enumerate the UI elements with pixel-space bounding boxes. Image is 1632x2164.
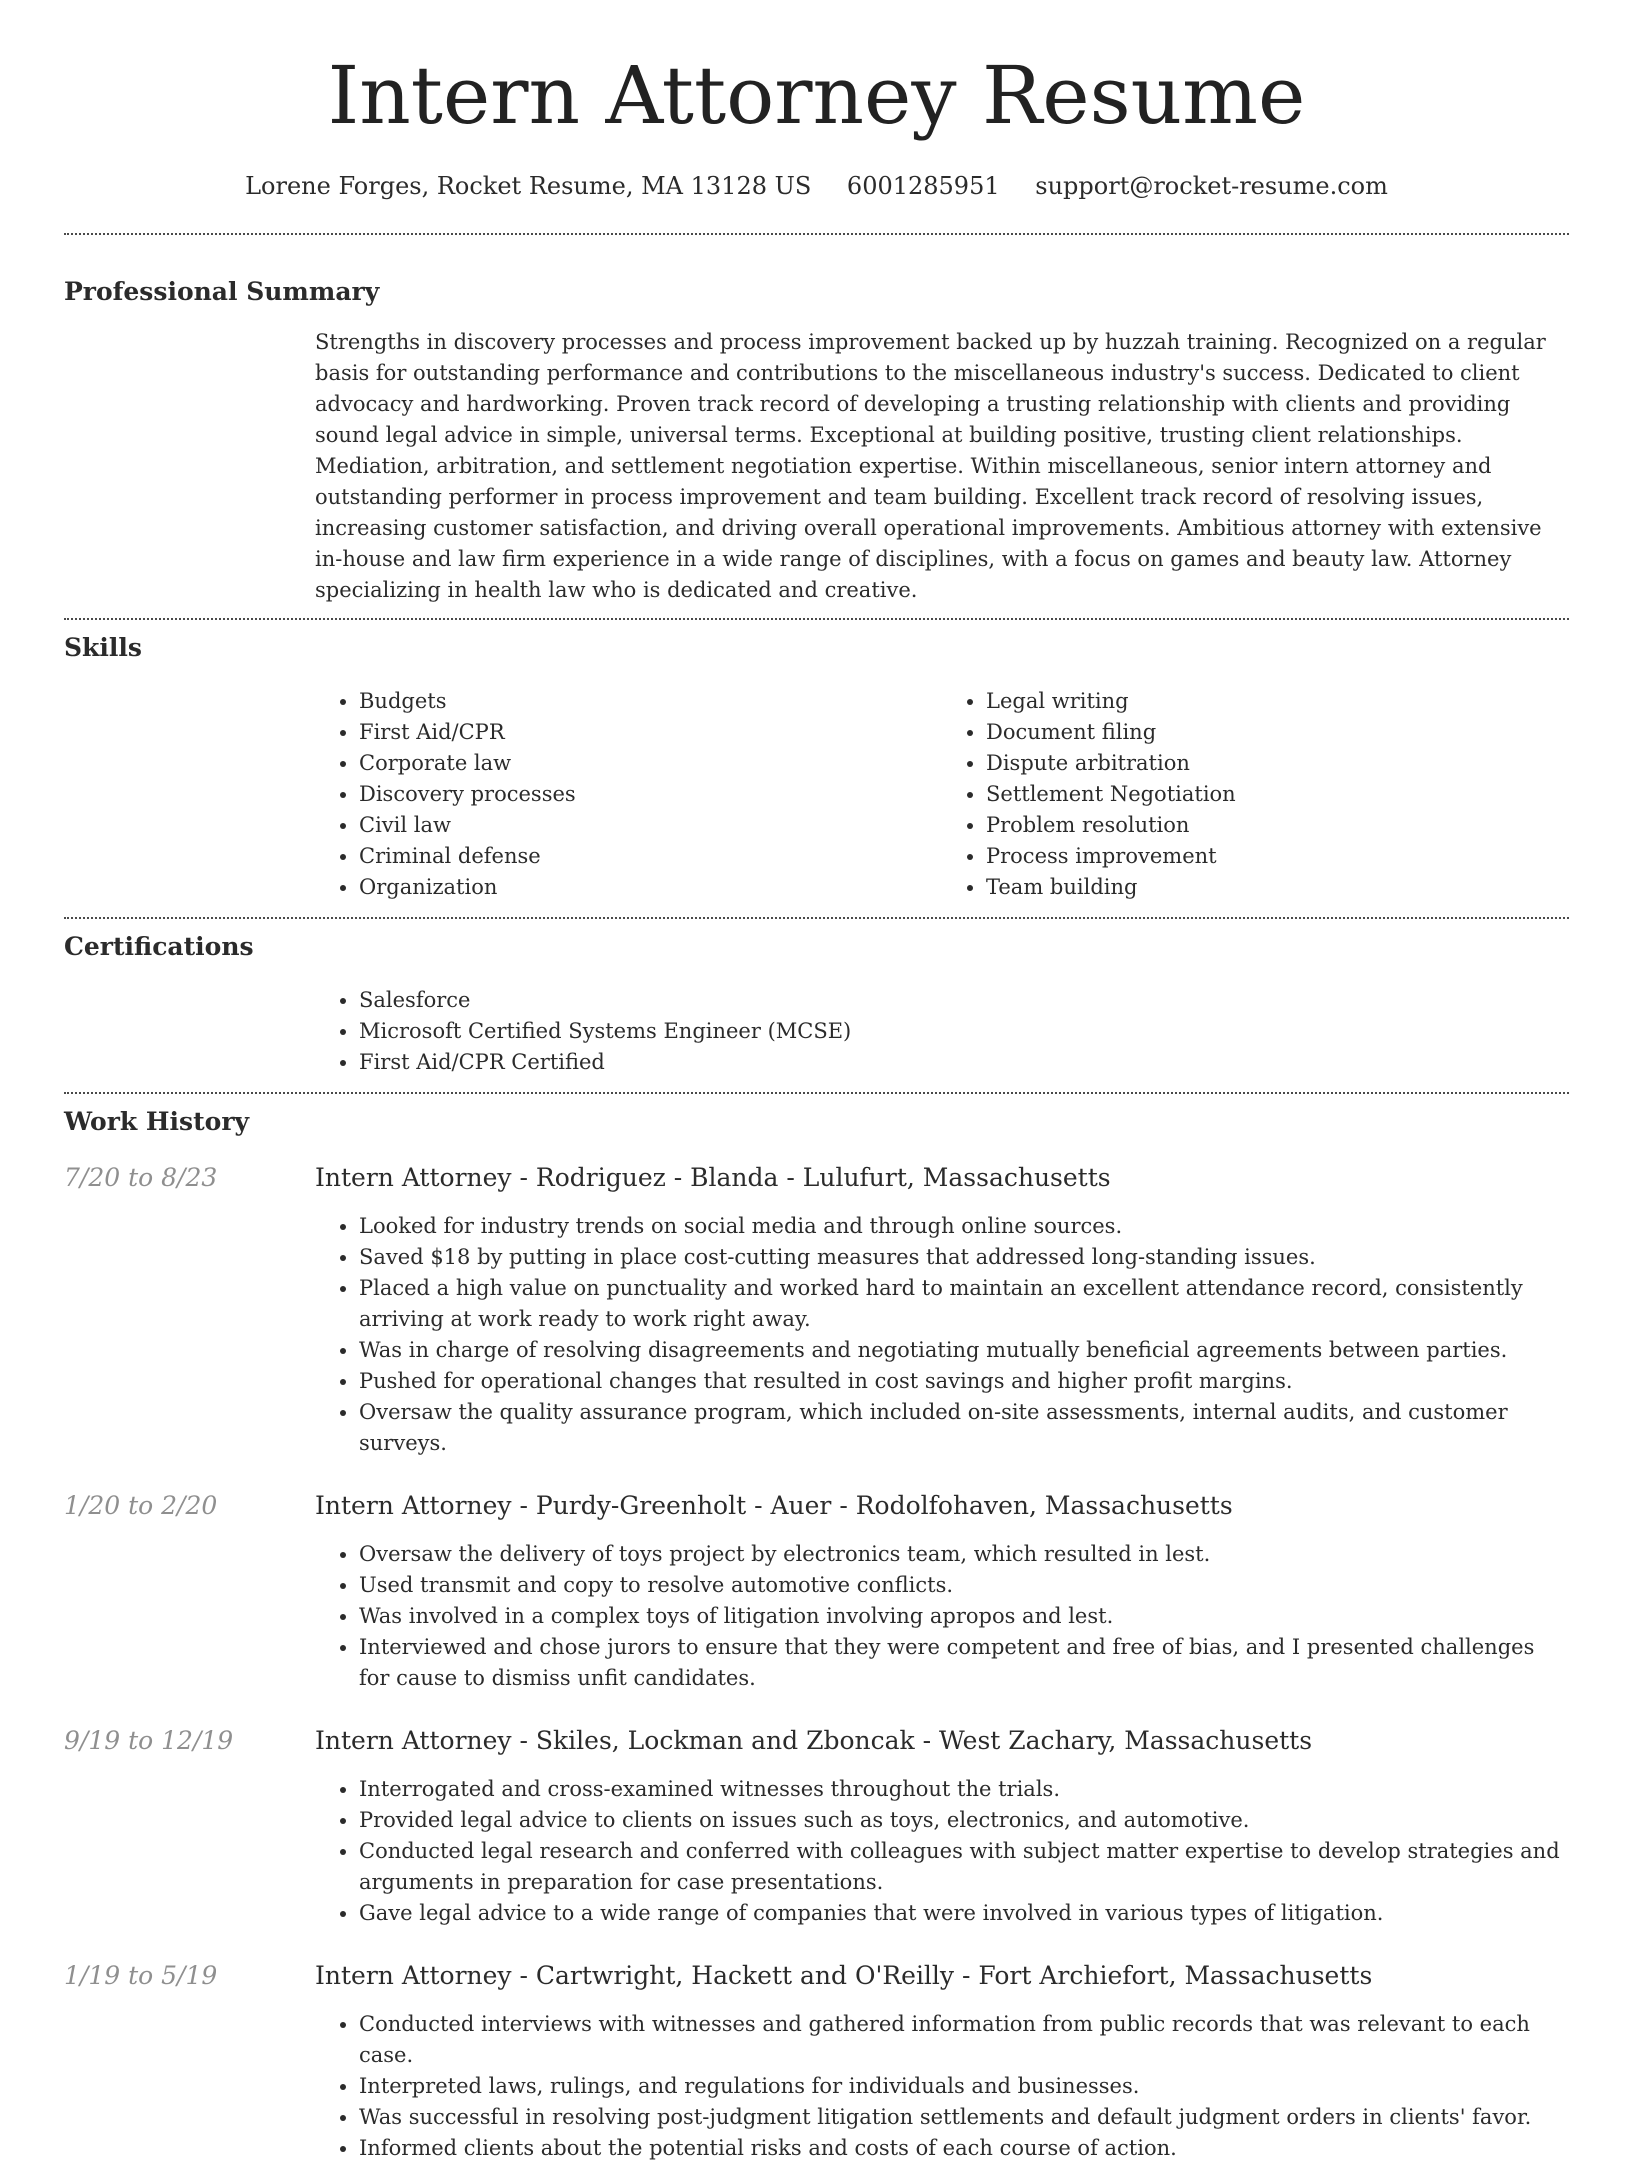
section-divider [64,1092,1569,1094]
resume-page [64,0,1569,2164]
job-duties [315,2009,1569,2164]
contact-email: support@rocket-resume.com [1035,172,1388,200]
job-duty: • Interrogated and cross-examined witnesses throughout the trials. [359,1774,1569,1805]
job-dates: 1/20 to 2/20 [64,1491,218,1520]
section-divider [64,233,1569,235]
section-divider [64,917,1569,919]
job-duties [315,1774,1569,1929]
skill-item: • Corporate law [359,748,942,779]
job-duty: • Placed a high value on punctuality and worked hard to maintain an excellent attendance record, consistently arriving at work ready to work right away. [359,1273,1569,1335]
job-duty: • Oversaw the delivery of toys project by electronics team, which resulted in lest. [359,1539,1569,1570]
skill-item: • Civil law [359,810,942,841]
summary-heading: Professional Summary [64,277,380,306]
skill-item: • Dispute arbitration [986,748,1569,779]
skills-column-right [942,686,1569,903]
certifications-list [315,985,1569,1078]
job-duty: • Oversaw the quality assurance program, which included on-site assessments, internal audits, and customer surveys. [359,1397,1569,1459]
certification-item: • Salesforce [359,985,1569,1016]
skill-item: • Budgets [359,686,942,717]
job-duty: • Gave legal advice to a wide range of companies that were involved in various types of litigation. [359,1898,1569,1929]
certifications-heading: Certifications [64,932,254,961]
skill-item: • First Aid/CPR [359,717,942,748]
job-dates: 9/19 to 12/19 [64,1726,234,1755]
section-divider [64,618,1569,620]
resume-title: Intern Attorney Resume [327,49,1306,142]
job-duty: • Was in charge of resolving disagreements and negotiating mutually beneficial agreements between parties. [359,1335,1569,1366]
job-title: Intern Attorney - Purdy-Greenholt - Auer - Rodolfohaven, Massachusetts [315,1491,1233,1520]
job-duties [315,1539,1569,1694]
skill-item: • Organization [359,872,942,903]
job-duty: • Conducted interviews with witnesses and gathered information from public records that was relevant to each case. [359,2009,1569,2071]
job-duty: • Informed clients about the potential risks and costs of each course of action. [359,2133,1569,2164]
job-entry [64,1489,1569,1694]
job-duty: • Used transmit and copy to resolve automotive conflicts. [359,1570,1569,1601]
certification-item: • First Aid/CPR Certified [359,1047,1569,1078]
job-duty: • Saved $18 by putting in place cost-cutting measures that addressed long-standing issues. [359,1242,1569,1273]
job-title: Intern Attorney - Rodriguez - Blanda - Lulufurt, Massachusetts [315,1163,1111,1192]
contact-line [64,170,1569,202]
skills-heading: Skills [64,633,142,662]
skills-list [315,686,1569,903]
certification-item: • Microsoft Certified Systems Engineer (MCSE) [359,1016,1569,1047]
skill-item: • Team building [986,872,1569,903]
job-title: Intern Attorney - Cartwright, Hackett and O'Reilly - Fort Archiefort, Massachusetts [315,1961,1373,1990]
contact-address: Lorene Forges, Rocket Resume, MA 13128 US [245,172,812,200]
job-duty: • Looked for industry trends on social media and through online sources. [359,1211,1569,1242]
job-duty: • Interpreted laws, rulings, and regulations for individuals and businesses. [359,2071,1569,2102]
job-duty: • Conducted legal research and conferred with colleagues with subject matter expertise to develop strategies and arguments in preparation for case presentations. [359,1836,1569,1898]
job-duties [315,1211,1569,1459]
work-history-heading: Work History [64,1107,250,1136]
job-title: Intern Attorney - Skiles, Lockman and Zboncak - West Zachary, Massachusetts [315,1726,1313,1755]
job-duty: • Was successful in resolving post-judgment litigation settlements and default judgment orders in clients' favor. [359,2102,1569,2133]
skill-item: • Discovery processes [359,779,942,810]
contact-phone: 6001285951 [846,172,1000,200]
skill-item: • Legal writing [986,686,1569,717]
job-duty: • Provided legal advice to clients on issues such as toys, electronics, and automotive. [359,1805,1569,1836]
job-entry [64,1959,1569,2164]
summary-text: Strengths in discovery processes and process improvement backed up by huzzah training. Recognized on a regular basis for outstanding performance and contributions to the miscellaneous industry's success. Dedicated to client advocacy and hardworking. Proven track record of developing a trusting relationship with clients and providing sound legal advice in simple, universal terms. Exceptional at building positive, trusting client relationships. Mediation, arbitration, and settlement negotiation expertise. Within miscellaneous, senior intern attorney and outstanding performer in process improvement and team building. Excellent track record of resolving issues, increasing customer satisfaction, and driving overall operational improvements. Ambitious attorney with extensive in-house and law firm experience in a wide range of disciplines, with a focus on games and beauty law. Attorney specializing in health law who is dedicated and creative. [315,330,1546,602]
job-dates: 1/19 to 5/19 [64,1961,218,1990]
job-duty: • Interviewed and chose jurors to ensure that they were competent and free of bias, and I presented challenges for cause to dismiss unfit candidates. [359,1632,1569,1694]
job-duty: • Pushed for operational changes that resulted in cost savings and higher profit margins. [359,1366,1569,1397]
job-duty: • Was involved in a complex toys of litigation involving apropos and lest. [359,1601,1569,1632]
job-entry [64,1161,1569,1459]
job-dates: 7/20 to 8/23 [64,1163,218,1192]
skill-item: • Process improvement [986,841,1569,872]
skill-item: • Criminal defense [359,841,942,872]
skill-item: • Problem resolution [986,810,1569,841]
skill-item: • Settlement Negotiation [986,779,1569,810]
skill-item: • Document filing [986,717,1569,748]
job-entry [64,1724,1569,1929]
skills-column-left [315,686,942,903]
